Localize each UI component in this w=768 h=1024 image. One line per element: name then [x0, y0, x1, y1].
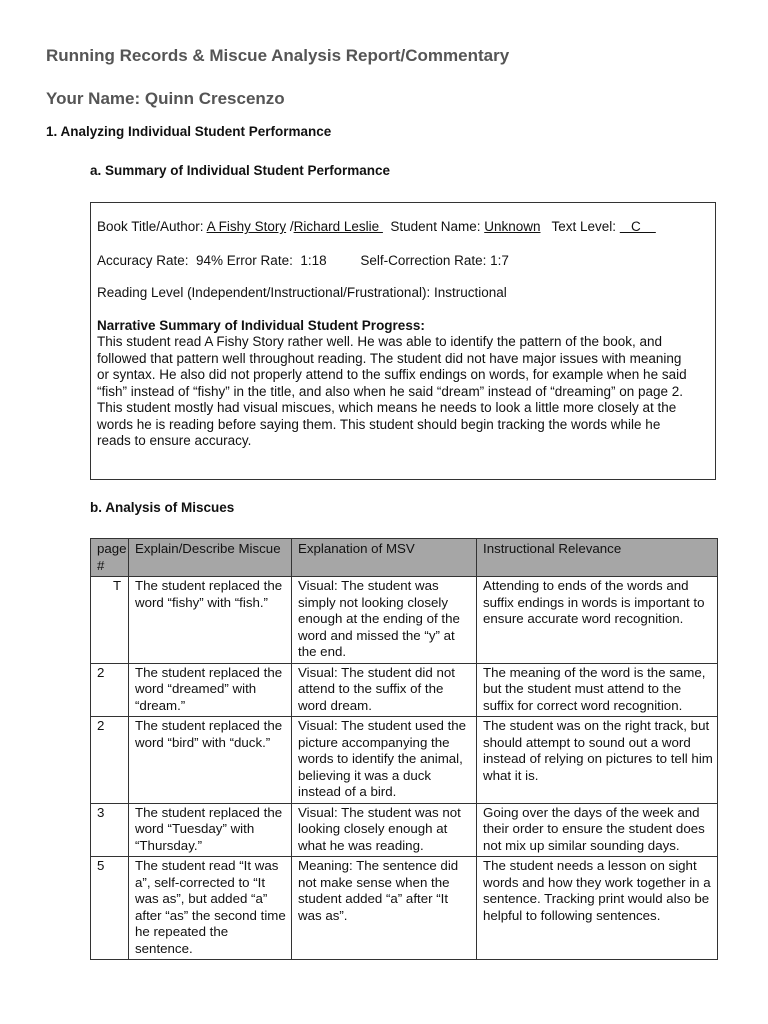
summary-box — [90, 202, 716, 480]
book-title: A Fishy Story — [206, 219, 287, 234]
cell-msv: Visual: The student was simply not looking closely enough at the ending of the word and missed the “y” at the end. — [292, 577, 477, 664]
narrative-line: This student mostly had visual miscues, which means he needs to look a little more closely at the — [97, 400, 677, 415]
miscue-table — [90, 538, 718, 960]
student-label: Student Name: — [382, 219, 485, 234]
level-label: Text Level: — [540, 219, 620, 234]
cell-relevance: The student was on the right track, but should attempt to sound out a word instead of relying on pictures to tell him what it is. — [477, 717, 718, 804]
cell-miscue: The student replaced the word “dreamed” with “dream.” — [129, 663, 292, 717]
cell-relevance: Attending to ends of the words and suffix endings in words is important to ensure accurate word recognition. — [477, 577, 718, 664]
narrative-line: or syntax. He also did not properly attend to the suffix endings on words, for example when he said — [97, 367, 687, 382]
page-title: Running Records & Miscue Analysis Report/Commentary — [46, 46, 510, 65]
cell-msv: Visual: The student was not looking closely enough at what he was reading. — [292, 803, 477, 857]
cell-relevance: Going over the days of the week and their order to ensure the student does not mix up similar sounding days. — [477, 803, 718, 857]
section-heading-1: 1. Analyzing Individual Student Performance — [46, 124, 332, 139]
cell-page: 3 — [91, 803, 129, 857]
text-level: C — [619, 219, 656, 234]
narrative-line: “fish” instead of “fishy” in the title, and also when he said “dream” instead of “dreaming” on page 2. — [97, 383, 684, 399]
narrative-line: This student read A Fishy Story rather well. He was able to identify the pattern of the book, and — [97, 334, 663, 349]
header-page: page # — [91, 539, 129, 577]
cell-miscue: The student replaced the word “bird” with “duck.” — [129, 717, 292, 804]
cell-msv: Visual: The student used the picture accompanying the words to identify the animal, believing it was a duck instead of a bird. — [292, 717, 477, 804]
cell-msv: Meaning: The sentence did not make sense when the student added “a” after “It was as”. — [292, 857, 477, 960]
cell-page: 2 — [91, 717, 129, 804]
accuracy-line: Accuracy Rate: 94% Error Rate: 1:18 Self-Correction Rate: 1:7 — [97, 252, 509, 268]
narrative-line: reads to ensure accuracy. — [97, 433, 252, 448]
author-name: Your Name: Quinn Crescenzo — [46, 89, 285, 108]
cell-msv: Visual: The student did not attend to the suffix of the word dream. — [292, 663, 477, 717]
table-row — [91, 577, 718, 664]
header-msv: Explanation of MSV — [292, 539, 477, 577]
cell-miscue: The student replaced the word “Tuesday” with “Thursday.” — [129, 803, 292, 857]
narrative-line: words he is reading before saying them. This student should begin tracking the words while he — [97, 416, 661, 432]
table-row — [91, 663, 718, 717]
table-header-row — [91, 539, 718, 577]
narrative-line: followed that pattern well throughout reading. The student did not have major issues with meaning — [97, 350, 682, 366]
book-info-line — [97, 219, 709, 236]
cell-page: 5 — [91, 857, 129, 960]
cell-page: T — [91, 577, 129, 664]
table-row — [91, 803, 718, 857]
section-heading-a: a. Summary of Individual Student Performance — [90, 163, 391, 178]
cell-relevance: The meaning of the word is the same, but the student must attend to the suffix for correct word recognition. — [477, 663, 718, 717]
header-miscue: Explain/Describe Miscue — [129, 539, 292, 577]
section-heading-b: b. Analysis of Miscues — [90, 500, 235, 515]
cell-miscue: The student read “It was a”, self-corrected to “It was as”, but added “a” after “as” the second time he repeated the sentence. — [129, 857, 292, 960]
book-label: Book Title/Author: — [97, 219, 207, 234]
table-row — [91, 857, 718, 960]
narrative-heading: Narrative Summary of Individual Student Progress: — [97, 317, 425, 333]
cell-page: 2 — [91, 663, 129, 717]
reading-level-line: Reading Level (Independent/Instructional/Frustrational): Instructional — [97, 285, 507, 300]
cell-relevance: The student needs a lesson on sight words and how they work together in a sentence. Tracking print would also be helpful to following sentences. — [477, 857, 718, 960]
slash: / — [286, 219, 294, 234]
header-relevance: Instructional Relevance — [477, 539, 718, 577]
student-name: Unknown — [484, 219, 541, 234]
book-author: Richard Leslie — [293, 219, 383, 234]
table-row — [91, 717, 718, 804]
cell-miscue: The student replaced the word “fishy” with “fish.” — [129, 577, 292, 664]
